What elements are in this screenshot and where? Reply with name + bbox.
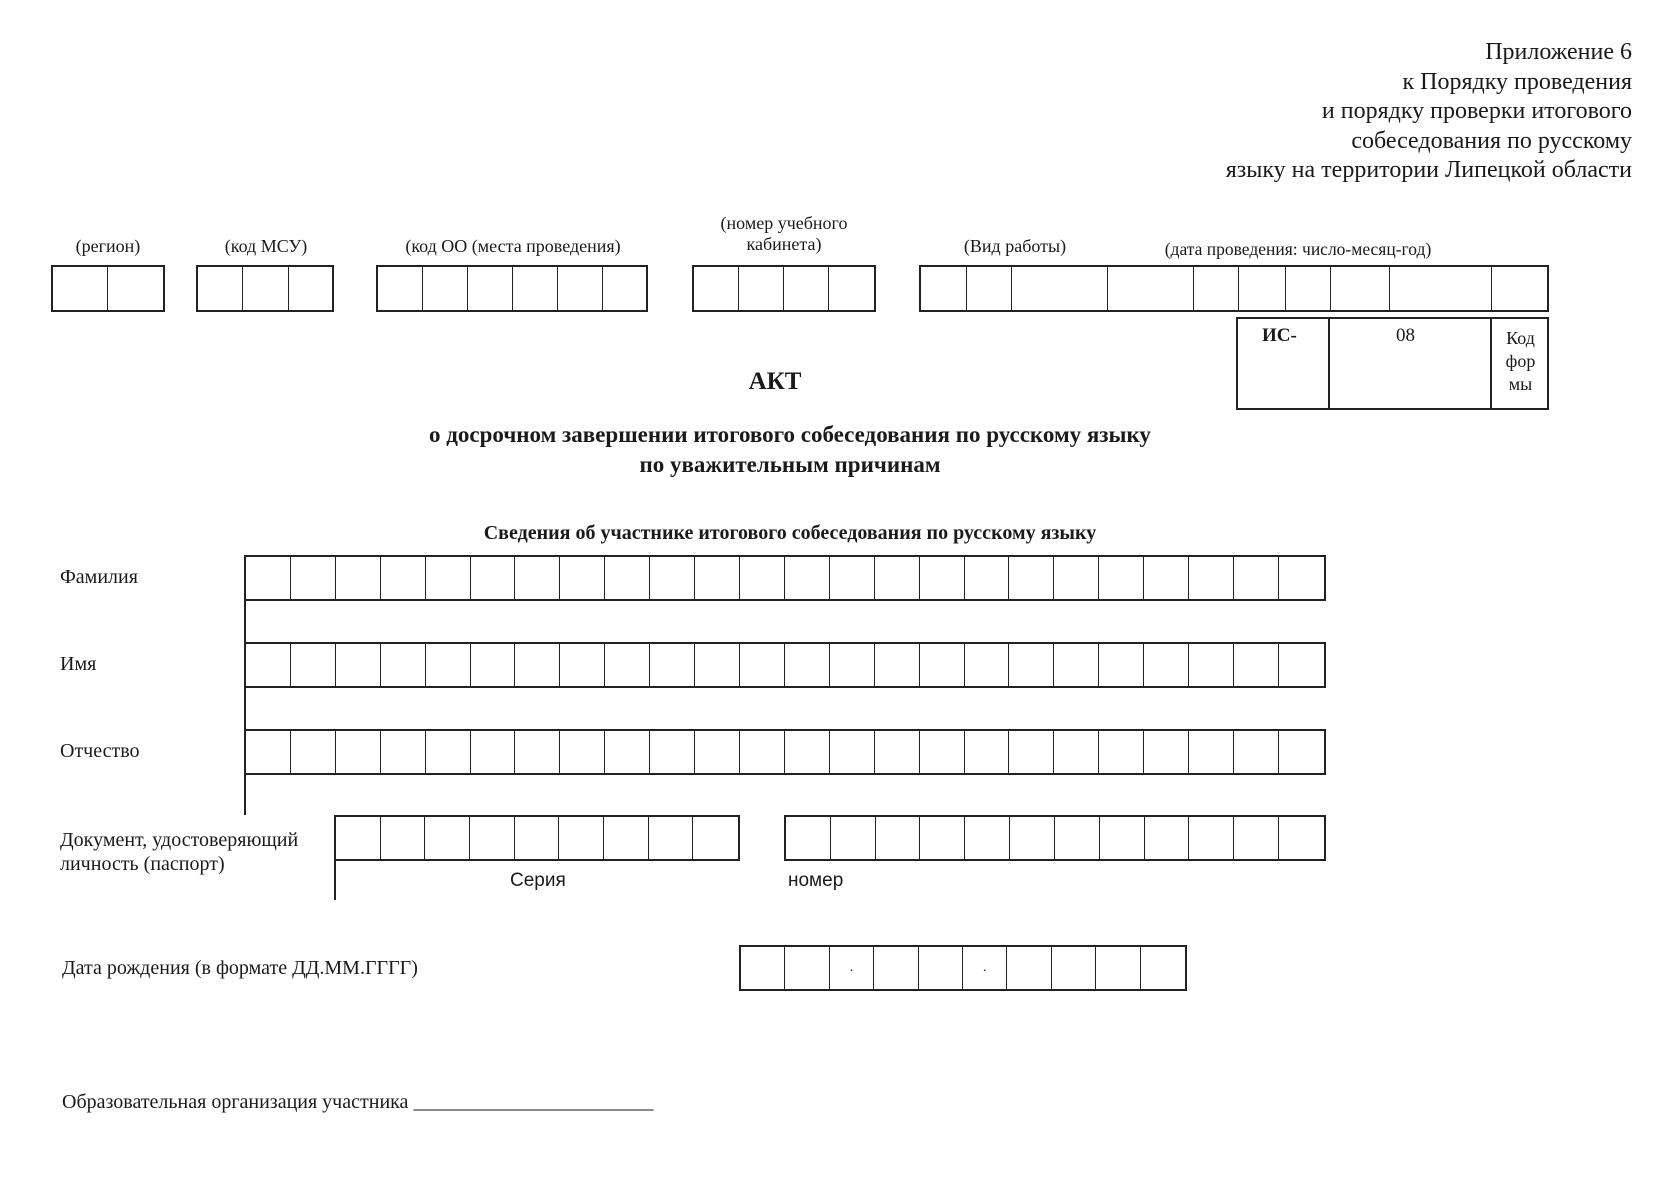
- input-cell[interactable]: [1012, 267, 1108, 310]
- input-cell[interactable]: [965, 644, 1010, 686]
- input-cell[interactable]: [1234, 557, 1279, 599]
- input-cell[interactable]: [740, 557, 785, 599]
- document-title: АКТ: [748, 368, 802, 395]
- input-cell[interactable]: [381, 644, 426, 686]
- form-code-prefix: ИС-: [1262, 325, 1297, 346]
- input-cell[interactable]: [381, 557, 426, 599]
- input-cell[interactable]: [1234, 731, 1279, 773]
- input-cell[interactable]: [605, 644, 650, 686]
- form-code-box: [1236, 317, 1549, 410]
- input-cell[interactable]: [1054, 644, 1099, 686]
- document-subtitle: [240, 420, 1340, 480]
- document-label-line: личность (паспорт): [60, 853, 225, 875]
- input-cell[interactable]: [1099, 731, 1144, 773]
- input-cell[interactable]: [830, 557, 875, 599]
- organization-label: Образовательная организация участника: [62, 1091, 409, 1113]
- input-cell[interactable]: [513, 267, 558, 310]
- input-cell[interactable]: [694, 267, 739, 310]
- input-cell[interactable]: [515, 817, 560, 859]
- input-cell[interactable]: [243, 267, 289, 310]
- input-cell[interactable]: [381, 817, 426, 859]
- date-separator: .: [963, 947, 1007, 989]
- input-cell[interactable]: [1194, 267, 1239, 310]
- input-cell[interactable]: [560, 644, 605, 686]
- surname-label: Фамилия: [60, 566, 138, 588]
- input-cell[interactable]: [829, 267, 874, 310]
- input-cell[interactable]: [605, 731, 650, 773]
- input-cell[interactable]: [1099, 557, 1144, 599]
- input-cell[interactable]: [965, 557, 1010, 599]
- input-cell[interactable]: [246, 731, 291, 773]
- input-cell[interactable]: [471, 644, 516, 686]
- input-cell[interactable]: [1010, 817, 1055, 859]
- input-cell[interactable]: [785, 557, 830, 599]
- input-cell[interactable]: [1055, 817, 1100, 859]
- input-cell[interactable]: [920, 731, 965, 773]
- input-cell[interactable]: [1331, 267, 1390, 310]
- input-cell[interactable]: [426, 731, 471, 773]
- msu-cells[interactable]: [196, 265, 334, 312]
- input-cell[interactable]: [471, 557, 516, 599]
- input-cell[interactable]: [198, 267, 243, 310]
- input-cell[interactable]: [1189, 731, 1234, 773]
- room-label-line: (номер учебного: [720, 213, 848, 233]
- input-cell[interactable]: [695, 731, 740, 773]
- input-cell[interactable]: [965, 731, 1010, 773]
- input-cell[interactable]: [1144, 731, 1189, 773]
- input-cell[interactable]: [291, 731, 336, 773]
- appendix-line: собеседования по русскому: [1351, 127, 1632, 154]
- passport-series-cells[interactable]: [334, 815, 740, 861]
- input-cell[interactable]: [560, 557, 605, 599]
- input-cell[interactable]: [515, 644, 560, 686]
- oo-label: (код ОО (места проведения): [405, 236, 621, 256]
- region-cells[interactable]: [51, 265, 165, 312]
- number-label: номер: [788, 870, 844, 891]
- document-label: [60, 828, 298, 876]
- work-type-label: (Вид работы): [963, 236, 1067, 256]
- input-cell[interactable]: [1100, 817, 1145, 859]
- input-cell[interactable]: [605, 557, 650, 599]
- birth-date-cells[interactable]: [739, 945, 1187, 991]
- input-cell[interactable]: [695, 557, 740, 599]
- appendix-line: Приложение 6: [1485, 39, 1632, 65]
- input-cell[interactable]: [1054, 731, 1099, 773]
- input-cell[interactable]: [558, 267, 603, 310]
- input-cell[interactable]: [876, 817, 921, 859]
- input-cell[interactable]: [649, 817, 694, 859]
- input-cell[interactable]: [1279, 557, 1324, 599]
- input-cell[interactable]: [1189, 557, 1234, 599]
- oo-cells[interactable]: [376, 265, 648, 312]
- passport-number-cells[interactable]: [784, 815, 1326, 861]
- organization-row: [62, 1090, 653, 1114]
- input-cell[interactable]: [967, 267, 1012, 310]
- patronymic-cells[interactable]: [244, 729, 1326, 775]
- input-cell[interactable]: [921, 267, 967, 310]
- form-code-label-line: мы: [1508, 374, 1533, 394]
- appendix-line: языку на территории Липецкой области: [1225, 157, 1632, 183]
- input-cell[interactable]: [650, 644, 695, 686]
- organization-blank[interactable]: ________________________: [413, 1091, 654, 1113]
- input-cell[interactable]: [423, 267, 468, 310]
- input-cell[interactable]: [1279, 644, 1324, 686]
- input-cell[interactable]: [695, 644, 740, 686]
- input-cell[interactable]: [425, 817, 470, 859]
- input-cell[interactable]: [336, 731, 381, 773]
- input-cell[interactable]: [650, 731, 695, 773]
- input-cell[interactable]: [1279, 731, 1324, 773]
- input-cell[interactable]: [919, 947, 963, 989]
- input-cell[interactable]: [108, 267, 163, 310]
- input-cell[interactable]: [289, 267, 334, 310]
- input-cell[interactable]: [560, 731, 605, 773]
- input-cell[interactable]: [784, 267, 829, 310]
- input-cell[interactable]: [1390, 267, 1492, 310]
- input-cell[interactable]: [1144, 557, 1189, 599]
- region-label: (регион): [75, 236, 141, 256]
- input-cell[interactable]: [693, 817, 738, 859]
- input-cell[interactable]: [515, 557, 560, 599]
- room-label-line: кабинета): [746, 234, 822, 254]
- divider: [1328, 319, 1330, 408]
- input-cell[interactable]: [1189, 817, 1234, 859]
- input-cell[interactable]: [875, 731, 920, 773]
- input-cell[interactable]: [1279, 817, 1324, 859]
- input-cell[interactable]: [291, 557, 336, 599]
- input-cell[interactable]: [650, 557, 695, 599]
- input-cell[interactable]: [1234, 817, 1279, 859]
- input-cell[interactable]: [920, 817, 965, 859]
- input-cell[interactable]: [1007, 947, 1051, 989]
- surname-cells[interactable]: [244, 555, 1326, 601]
- input-cell[interactable]: [920, 644, 965, 686]
- input-cell[interactable]: [785, 947, 829, 989]
- input-cell[interactable]: [1052, 947, 1096, 989]
- section-heading: Сведения об участнике итогового собеседования по русскому языку: [483, 522, 1097, 544]
- date-separator: .: [830, 947, 874, 989]
- input-cell[interactable]: [1239, 267, 1286, 310]
- input-cell[interactable]: [1009, 731, 1054, 773]
- form-code-label-line: фор: [1505, 351, 1536, 371]
- input-cell[interactable]: [1145, 817, 1190, 859]
- input-cell[interactable]: [336, 557, 381, 599]
- input-cell[interactable]: [426, 644, 471, 686]
- name-cells[interactable]: [244, 642, 1326, 688]
- appendix-line: к Порядку проведения: [1402, 68, 1632, 95]
- input-cell[interactable]: [785, 731, 830, 773]
- input-cell[interactable]: [336, 644, 381, 686]
- input-cell[interactable]: [920, 557, 965, 599]
- input-cell[interactable]: [336, 817, 381, 859]
- input-cell[interactable]: [786, 817, 831, 859]
- input-cell[interactable]: [831, 817, 876, 859]
- input-cell[interactable]: [1286, 267, 1331, 310]
- input-cell[interactable]: [1054, 557, 1099, 599]
- input-cell[interactable]: [1492, 267, 1547, 310]
- input-cell[interactable]: [1144, 644, 1189, 686]
- input-cell[interactable]: [246, 644, 291, 686]
- input-cell[interactable]: [875, 557, 920, 599]
- input-cell[interactable]: [1099, 644, 1144, 686]
- input-cell[interactable]: [515, 731, 560, 773]
- input-cell[interactable]: [785, 644, 830, 686]
- input-cell[interactable]: [246, 557, 291, 599]
- form-code-number: 08: [1396, 325, 1415, 346]
- input-cell[interactable]: [468, 267, 513, 310]
- input-cell[interactable]: [470, 817, 515, 859]
- series-label: Серия: [510, 870, 566, 891]
- input-cell[interactable]: [1009, 644, 1054, 686]
- input-cell[interactable]: [1009, 557, 1054, 599]
- input-cell[interactable]: [1096, 947, 1140, 989]
- document-label-line: Документ, удостоверяющий: [60, 829, 299, 851]
- date-label: (дата проведения: число-месяц-год): [1164, 239, 1432, 259]
- form-code-label: [1492, 327, 1549, 396]
- appendix-line: и порядку проверки итогового: [1321, 98, 1632, 124]
- name-label: Имя: [60, 653, 97, 675]
- input-cell[interactable]: [559, 817, 604, 859]
- input-cell[interactable]: [1234, 644, 1279, 686]
- input-cell[interactable]: [291, 644, 336, 686]
- input-cell[interactable]: [830, 644, 875, 686]
- input-cell[interactable]: [874, 947, 918, 989]
- input-cell[interactable]: [741, 947, 785, 989]
- input-cell[interactable]: [1189, 644, 1234, 686]
- subtitle-line: по уважительным причинам: [639, 452, 941, 477]
- input-cell[interactable]: [739, 267, 784, 310]
- input-cell[interactable]: [53, 267, 108, 310]
- room-cells[interactable]: [692, 265, 876, 312]
- patronymic-label: Отчество: [60, 740, 140, 762]
- input-cell[interactable]: [1141, 947, 1185, 989]
- input-cell[interactable]: [378, 267, 423, 310]
- birth-date-label: Дата рождения (в формате ДД.ММ.ГГГГ): [62, 957, 418, 979]
- msu-label: (код МСУ): [224, 236, 308, 256]
- input-cell[interactable]: [965, 817, 1010, 859]
- appendix-note: [1112, 38, 1632, 186]
- input-cell[interactable]: [471, 731, 516, 773]
- input-cell[interactable]: [740, 644, 785, 686]
- input-cell[interactable]: [830, 731, 875, 773]
- room-label: [690, 213, 878, 255]
- input-cell[interactable]: [875, 644, 920, 686]
- form-code-label-line: Код: [1506, 328, 1535, 348]
- input-cell[interactable]: [740, 731, 785, 773]
- input-cell[interactable]: [1108, 267, 1194, 310]
- subtitle-line: о досрочном завершении итогового собеседования по русскому языку: [429, 422, 1151, 447]
- input-cell[interactable]: [426, 557, 471, 599]
- input-cell[interactable]: [603, 267, 648, 310]
- work-date-cells[interactable]: [919, 265, 1549, 312]
- input-cell[interactable]: [604, 817, 649, 859]
- input-cell[interactable]: [381, 731, 426, 773]
